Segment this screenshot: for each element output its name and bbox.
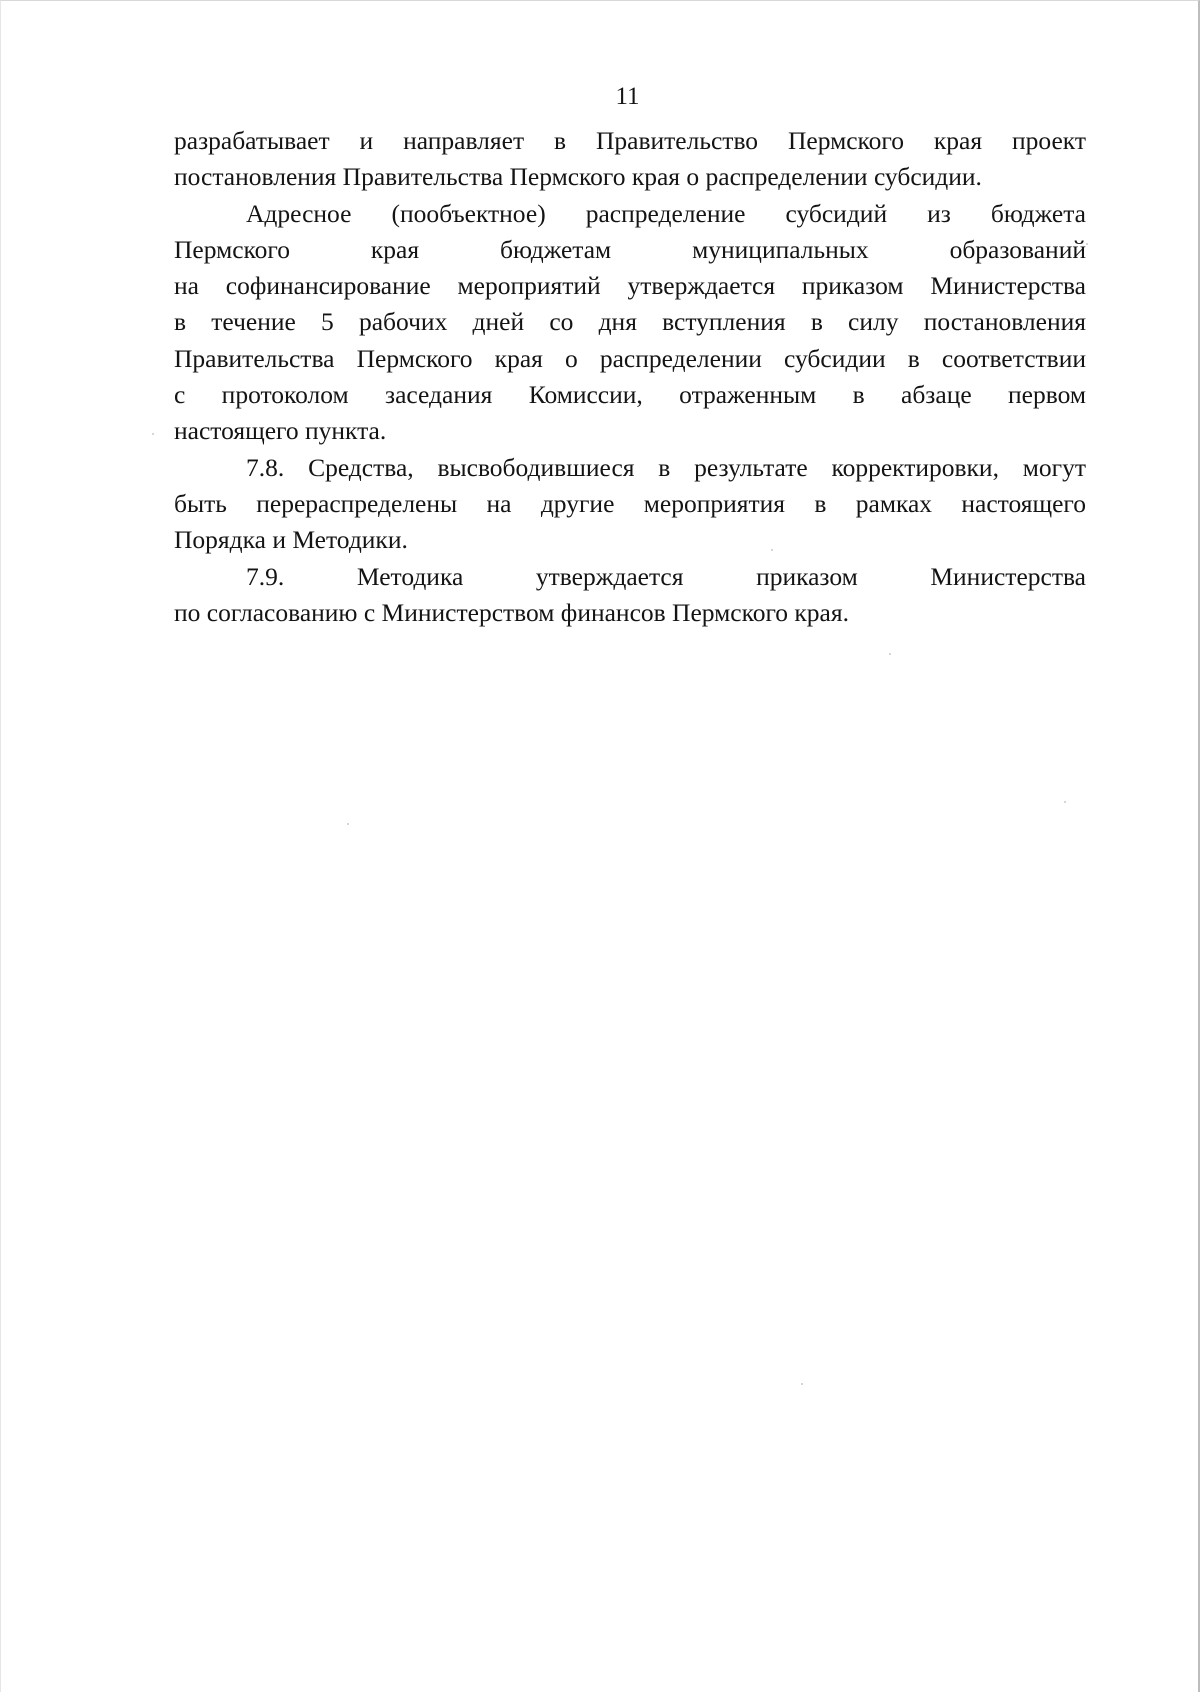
text-line: Порядка и Методики. bbox=[174, 525, 408, 555]
text-line: с протоколом заседания Комиссии, отраженным в абзаце первом bbox=[174, 380, 1086, 410]
text-line: на софинансирование мероприятий утверждается приказом Министерства bbox=[174, 271, 1086, 301]
text-line: 7.9. Методика утверждается приказом Министерства bbox=[246, 561, 1086, 591]
text-line: постановления Правительства Пермского края о распределении субсидии. bbox=[174, 162, 982, 192]
scan-speck bbox=[801, 1383, 803, 1385]
scan-speck bbox=[771, 549, 773, 551]
page-number: 11 bbox=[615, 83, 640, 110]
scan-speck bbox=[347, 823, 349, 825]
text-line: 7.8. Средства, высвободившиеся в результате корректировки, могут bbox=[246, 452, 1086, 482]
paragraph-2 bbox=[174, 196, 1086, 450]
scan-speck bbox=[1086, 243, 1088, 245]
text-line: настоящего пункта. bbox=[174, 416, 387, 446]
paragraph-4 bbox=[174, 559, 1086, 632]
paragraph-3 bbox=[174, 450, 1086, 559]
text-line: разрабатывает и направляет в Правительство Пермского края проект bbox=[174, 126, 1086, 155]
scan-speck bbox=[152, 433, 154, 435]
paragraph-1 bbox=[174, 123, 1086, 196]
scan-speck bbox=[889, 653, 891, 655]
text-line: Адресное (пообъектное) распределение субсидий из бюджета bbox=[246, 198, 1086, 228]
text-line: по согласованию с Министерством финансов Пермского края. bbox=[174, 597, 849, 627]
text-line: Правительства Пермского края о распределении субсидии в соответствии bbox=[174, 343, 1086, 373]
text-line: быть перераспределены на другие мероприятия в рамках настоящего bbox=[174, 488, 1086, 518]
text-line: Пермского края бюджетам муниципальных образований bbox=[174, 234, 1086, 264]
scan-speck bbox=[1064, 801, 1066, 803]
text-line: в течение 5 рабочих дней со дня вступления в силу постановления bbox=[174, 307, 1086, 337]
document-body bbox=[174, 123, 1086, 631]
